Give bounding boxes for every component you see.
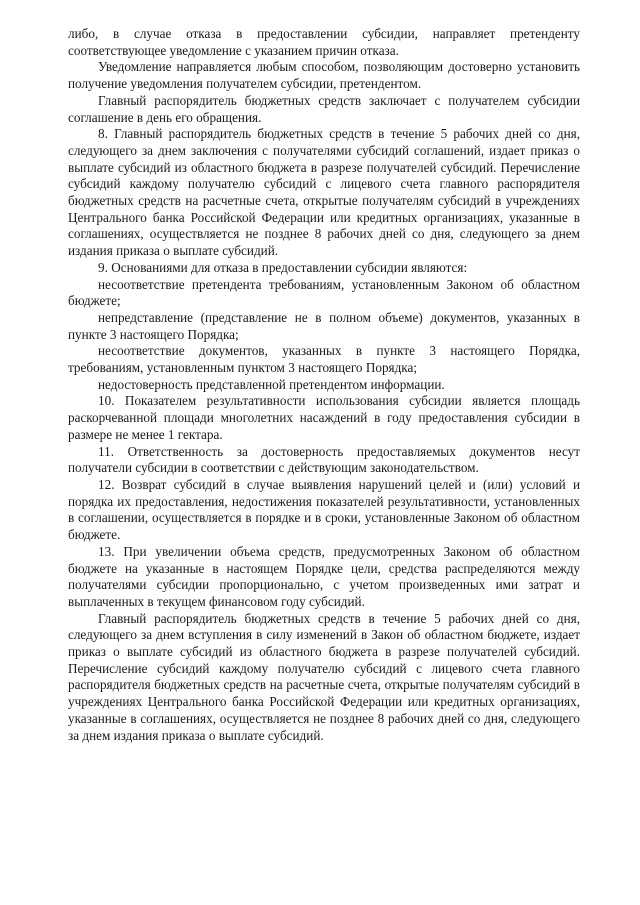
paragraph-refusal-reason-1: несоответствие претендента требованиям, установленным Законом об областном бюджете; xyxy=(68,276,580,309)
paragraph-agreement-signing: Главный распорядитель бюджетных средств заключает с получателем субсидии соглашение в день его обращения. xyxy=(68,92,580,125)
paragraph-refusal-reason-4: недостоверность представленной претендентом информации. xyxy=(98,376,445,392)
paragraph-notice-delivery: Уведомление направляется любым способом, позволяющим достоверно установить получение уведомления получателем субсидии, претендентом. xyxy=(68,59,580,92)
paragraph-item-11: 11. Ответственность за достоверность предоставляемых документов несут получатели субсидии в соответствии с действующим законодательством. xyxy=(68,443,580,476)
document-page xyxy=(68,26,580,744)
paragraph-refusal-notice-continued: либо, в случае отказа в предоставлении субсидии, направляет претенденту соответствующее уведомление с указанием причин отказа. xyxy=(68,26,580,58)
paragraph-item-13: 13. При увеличении объема средств, предусмотренных Законом об областном бюджете на указанные в настоящем Порядке цели, средства распределяются между получателями субсидии пропорционально, с учетом произведенных ими затрат и выплаченных в текущем финансовом году субсидий. xyxy=(68,543,580,609)
paragraph-item-12: 12. Возврат субсидий в случае выявления нарушений целей и (или) условий и порядка их предоставления, недостижения показателей результативности, установленных в соглашении, осуществляется в порядке и в сроки, установленные Законом об областном бюджете. xyxy=(68,476,580,543)
paragraph-item-10: 10. Показателем результативности использования субсидии является площадь раскорчеванной площади многолетних насаждений в году предоставления субсидии в размере не менее 1 гектара. xyxy=(68,393,580,442)
paragraph-item-8: 8. Главный распорядитель бюджетных средств в течение 5 рабочих дней со дня, следующего за днем заключения с получателями субсидий соглашений, издает приказ о выплате субсидий из областного бюджета в разрезе получателей субсидий. Перечисление субсидий каждому получателю субсидий с лицевого счета главного распорядителя бюджетных средств на расчетные счета, открытые получателям субсидий в учреждениях Центрального банка Российской Федерации или кредитных организациях, указанные в соглашениях, осуществляется не позднее 8 рабочих дней со дня, следующего за днем издания приказа о выплате субсидий. xyxy=(68,126,580,259)
paragraph-subsidy-payment-order: Главный распорядитель бюджетных средств в течение 5 рабочих дней со дня, следующего за днем вступления в силу изменений в Закон об областном бюджете, издает приказ о выплате субсидий из областного бюджета в разрезе получателей субсидий. Перечисление субсидий каждому получателю субсидий с лицевого счета главного распорядителя бюджетных средств на расчетные счета, открытые получателям субсидий в учреждениях Центрального банка Российской Федерации или кредитных организациях, указанные в соглашениях, осуществляется не позднее 8 рабочих дней со дня, следующего за днем издания приказа о выплате субсидий. xyxy=(68,610,580,743)
paragraph-refusal-reason-2: непредставление (представление не в полном объеме) документов, указанных в пункте 3 настоящего Порядка; xyxy=(68,309,580,342)
paragraph-item-9: 9. Основаниями для отказа в предоставлении субсидии являются: xyxy=(98,259,468,275)
paragraph-refusal-reason-3: несоответствие документов, указанных в пункте 3 настоящего Порядка, требованиям, установленным пунктом 3 настоящего Порядка; xyxy=(68,343,580,376)
